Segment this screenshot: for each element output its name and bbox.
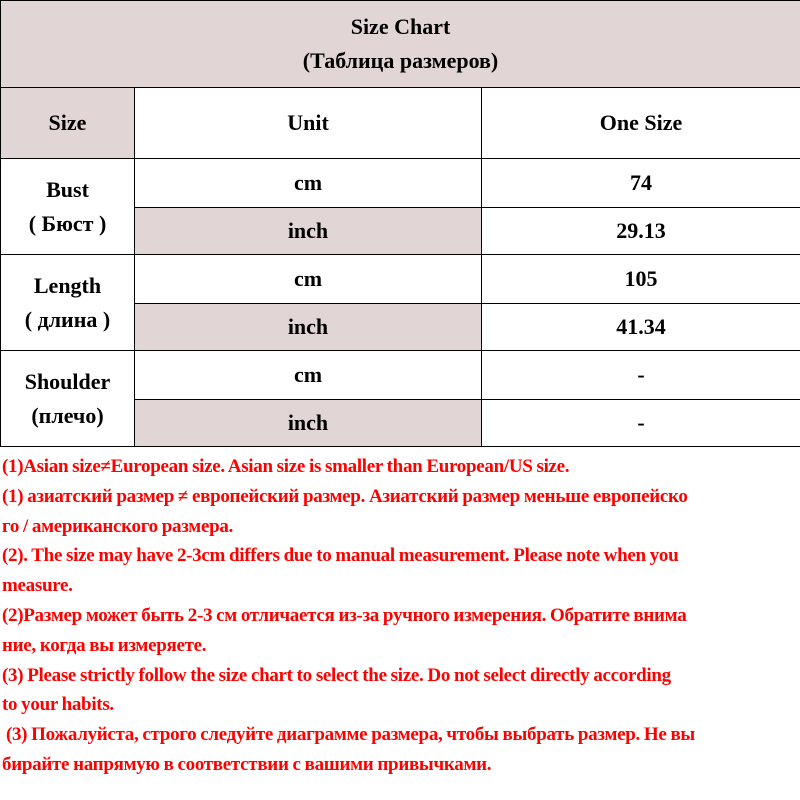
column-header-size: Size [1, 88, 135, 159]
note-line: to your habits. [2, 694, 114, 716]
chart-subtitle: (Таблица размеров) [302, 48, 499, 73]
value-cell: 105 [482, 255, 800, 304]
row-label-ru: ( Бюст ) [28, 210, 107, 236]
unit-cell: cm [135, 351, 482, 400]
row-label-en: Bust [46, 176, 89, 202]
unit-cell: cm [135, 159, 482, 208]
value-cell: 41.34 [482, 304, 800, 351]
note-line: бирайте напрямую в соответствии с вашими привычками. [2, 753, 492, 775]
note-line: measure. [2, 575, 73, 597]
row-label-ru: (плечо) [31, 402, 104, 428]
note-line: (2). The size may have 2-3cm differs due to manual measurement. Please note when you [2, 545, 679, 567]
row-label-bust [1, 159, 135, 255]
value-cell: - [482, 351, 800, 400]
note-line: (3) Пожалуйста, строго следуйте диаграмме размера, чтобы выбрать размер. Не вы [2, 724, 695, 746]
column-header-unit: Unit [135, 88, 482, 159]
chart-title-cell [1, 1, 800, 88]
note-line: (3) Please strictly follow the size chart to select the size. Do not select directly according [2, 664, 671, 686]
row-label-en: Length [33, 272, 102, 298]
size-notes [2, 452, 798, 780]
value-cell: 29.13 [482, 208, 800, 255]
chart-title: Size Chart [350, 14, 451, 39]
row-label-shoulder [1, 351, 135, 447]
note-line: (1) азиатский размер ≠ европейский размер. Азиатский размер меньше европейско [2, 485, 688, 507]
value-cell: 74 [482, 159, 800, 208]
row-label-ru: ( длина ) [24, 306, 111, 332]
unit-cell: cm [135, 255, 482, 304]
note-line: го / американского размера. [2, 515, 233, 537]
value-cell: - [482, 400, 800, 447]
unit-cell: inch [135, 304, 482, 351]
unit-cell: inch [135, 400, 482, 447]
column-header-one-size: One Size [482, 88, 800, 159]
unit-cell: inch [135, 208, 482, 255]
note-line: ние, когда вы измеряете. [2, 634, 207, 656]
note-line: (2)Размер может быть 2-3 см отличается из-за ручного измерения. Обратите внима [2, 604, 687, 626]
row-label-length [1, 255, 135, 351]
note-line: (1)Asian size≠European size. Asian size is smaller than European/US size. [2, 456, 570, 477]
row-label-en: Shoulder [24, 368, 111, 394]
